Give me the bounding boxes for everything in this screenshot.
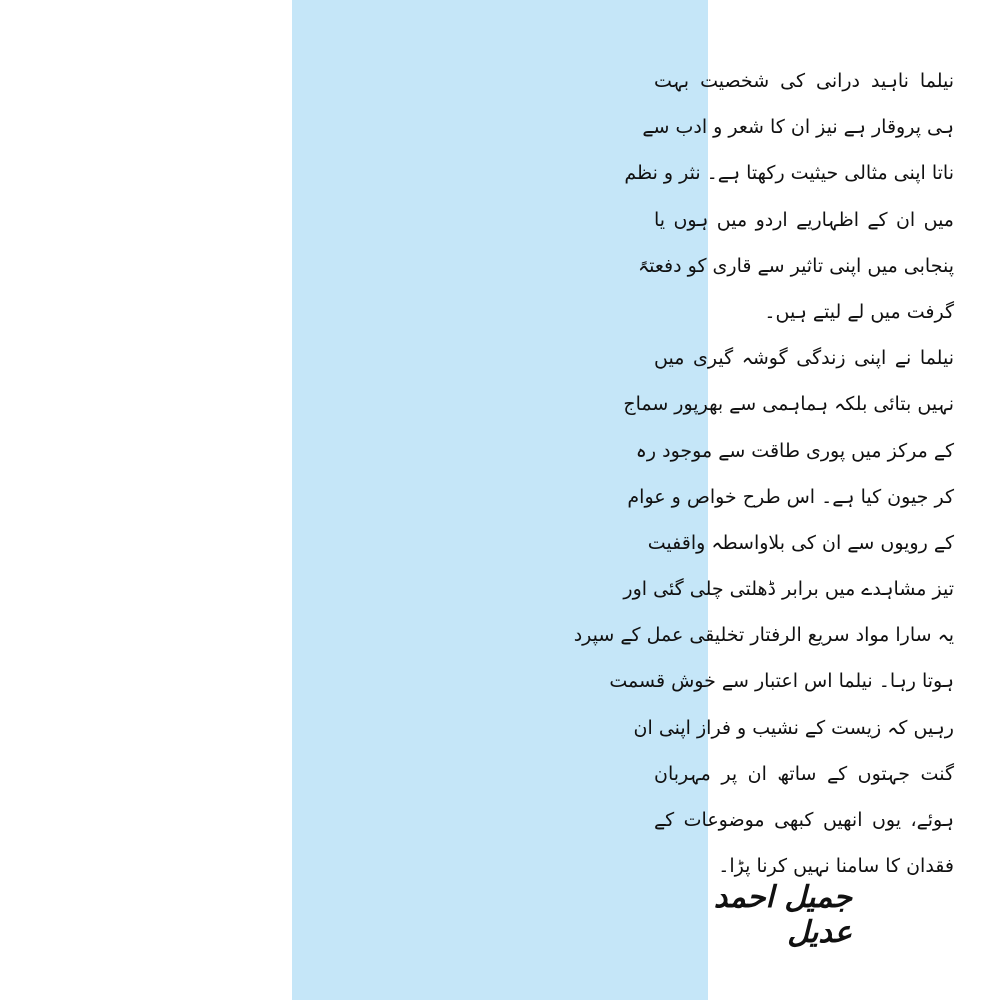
text-line: رہیں کہ زیست کے نشیب و فراز اپنی ان [633,716,954,739]
text-line: کے مرکز میں پوری طاقت سے موجود رہ [635,439,954,462]
text-line: کے رویوں سے ان کی بلاواسطہ واقفیت [647,531,954,554]
text-line: میں ان کے اظہاریے اردو میں ہوں یا [654,208,954,231]
text-line: ہی پروقار ہے نیز ان کا شعر و ادب سے [642,116,954,139]
text-line: نہیں بتائی بلکہ ہماہمی سے بھرپور سماج [623,393,954,416]
body-text [573,58,954,889]
author-signature: جمیل احمد عدیل [713,880,852,950]
text-line: فقدان کا سامنا نہیں کرنا پڑا۔ [718,855,954,878]
text-line: نیلما ناہید درانی کی شخصیت بہت [654,70,954,92]
text-line: ہوئے، یوں انھیں کبھی موضوعات کے [654,809,954,831]
text-line: نیلما نے اپنی زندگی گوشہ گیری میں [654,347,954,370]
text-line: کر جیون کیا ہے۔ اس طرح خواص و عوام [627,485,954,508]
text-line: ناتا اپنی مثالی حیثیت رکھتا ہے۔ نثر و نظم [624,162,954,185]
text-line: پنجابی میں اپنی تاثیر سے قاری کو دفعتہً [638,254,954,277]
text-line: تیز مشاہدے میں برابر ڈھلتی چلی گئی اور [623,578,954,601]
text-panel [292,0,954,1000]
text-line: گرفت میں لے لیتے ہیں۔ [764,300,954,323]
text-line: ہوتا رہا۔ نیلما اس اعتبار سے خوش قسمت [609,670,954,693]
text-line: گنت جہتوں کے ساتھ ان پر مہربان [654,762,954,785]
text-line: یہ سارا مواد سریع الرفتار تخلیقی عمل کے سپرد [573,624,954,647]
